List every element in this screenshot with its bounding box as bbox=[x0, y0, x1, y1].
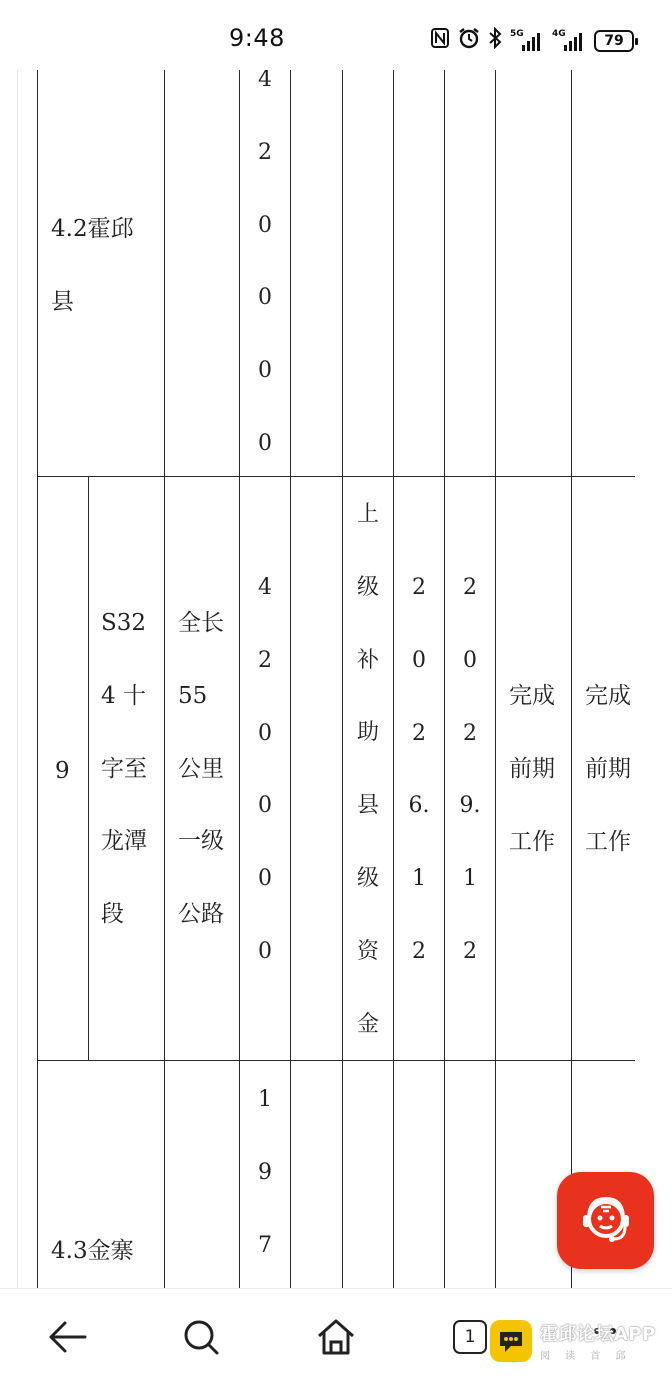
date-char: 1 bbox=[412, 866, 426, 892]
status-time: 9:48 bbox=[229, 24, 285, 52]
document-table bbox=[0, 70, 672, 1288]
row-divider bbox=[37, 476, 635, 477]
signal-4g-label: 4G bbox=[552, 28, 566, 39]
date-char: 2 bbox=[412, 938, 426, 964]
date-char: 2 bbox=[412, 575, 426, 600]
progress-line: 完成 bbox=[509, 683, 555, 709]
alarm-icon bbox=[458, 27, 480, 54]
digit: 1 bbox=[258, 1087, 272, 1112]
digit: 4 bbox=[258, 70, 272, 92]
search-icon bbox=[182, 1318, 220, 1356]
app-text bbox=[540, 1320, 656, 1362]
col-divider bbox=[37, 70, 38, 1288]
project-name-line: S32 bbox=[101, 610, 147, 636]
funding-char: 补 bbox=[356, 647, 379, 673]
app-subtitle: 阅 读 首 邱 bbox=[540, 1351, 632, 1362]
date-char: 0 bbox=[463, 647, 477, 673]
app-badge[interactable] bbox=[490, 1319, 656, 1363]
col-divider bbox=[571, 70, 572, 1288]
app-name: 霍邱论坛APP bbox=[540, 1324, 656, 1345]
progress-line: 工作 bbox=[509, 828, 555, 855]
project-scale-line: 55 bbox=[178, 682, 208, 709]
row-9-amount bbox=[255, 575, 275, 1017]
plan-line: 工作 bbox=[585, 828, 631, 855]
digit: 0 bbox=[258, 793, 272, 819]
back-button[interactable] bbox=[37, 1307, 97, 1367]
project-name-line: 龙潭 bbox=[101, 828, 147, 855]
project-scale-line: 全长 bbox=[178, 610, 224, 636]
funding-char: 金 bbox=[356, 1011, 379, 1037]
section-4-2-label-cont: 县 bbox=[51, 289, 74, 315]
progress-line: 前期 bbox=[509, 755, 555, 782]
section-4-2-amount bbox=[255, 72, 275, 509]
digit: 2 bbox=[258, 647, 272, 673]
robot-assistant-icon bbox=[574, 1189, 638, 1253]
section-4-2-label: 4.2霍邱 bbox=[51, 216, 134, 242]
section-4-3-amount bbox=[255, 1087, 275, 1288]
signal-4g-icon bbox=[552, 29, 586, 53]
col-divider bbox=[88, 476, 89, 1060]
date-char: 2 bbox=[463, 938, 477, 964]
digit: 2 bbox=[258, 139, 272, 165]
digit: 4 bbox=[258, 575, 272, 600]
annual-plan bbox=[585, 683, 631, 906]
col-divider bbox=[164, 70, 165, 1288]
date-char: 6. bbox=[408, 793, 430, 819]
signal-5g-label: 5G bbox=[510, 28, 524, 39]
row-index: 9 bbox=[55, 758, 70, 784]
funding-char: 县 bbox=[356, 793, 379, 819]
funding-source bbox=[355, 502, 381, 1089]
progress-status bbox=[509, 683, 555, 906]
digit: 0 bbox=[258, 866, 272, 892]
project-scale-line: 公路 bbox=[178, 901, 224, 928]
funding-char: 助 bbox=[356, 720, 379, 746]
digit: 0 bbox=[258, 720, 272, 746]
col-divider bbox=[342, 70, 343, 1288]
bluetooth-icon bbox=[488, 27, 502, 54]
project-scale bbox=[178, 610, 224, 979]
start-date bbox=[404, 575, 434, 1017]
col-divider bbox=[495, 70, 496, 1288]
tab-count: 1 bbox=[453, 1320, 487, 1354]
battery-icon bbox=[594, 30, 634, 52]
assistant-button[interactable] bbox=[557, 1172, 654, 1269]
signal-5g-icon bbox=[510, 29, 544, 53]
back-arrow-icon bbox=[47, 1320, 87, 1354]
plan-line: 完成 bbox=[585, 683, 631, 709]
status-bar bbox=[0, 0, 672, 78]
funding-char: 资 bbox=[356, 938, 379, 964]
row-divider bbox=[37, 1060, 635, 1061]
project-scale-line: 一级 bbox=[178, 828, 224, 855]
date-char: 9. bbox=[459, 793, 481, 819]
funding-char: 上 bbox=[356, 502, 379, 527]
project-name-line: 段 bbox=[101, 901, 124, 928]
battery-level: 79 bbox=[604, 32, 624, 49]
col-divider bbox=[444, 70, 445, 1288]
digit: 0 bbox=[258, 285, 272, 311]
end-date bbox=[455, 575, 485, 1017]
project-name bbox=[101, 610, 147, 979]
col-divider bbox=[393, 70, 394, 1288]
digit: 7 bbox=[258, 1232, 272, 1258]
search-button[interactable] bbox=[171, 1307, 231, 1367]
project-name-line: 字至 bbox=[101, 755, 147, 782]
date-char: 2 bbox=[463, 720, 477, 746]
project-scale-line: 公里 bbox=[178, 755, 224, 782]
nfc-icon bbox=[430, 27, 450, 54]
date-char: 1 bbox=[463, 866, 477, 892]
status-icons bbox=[430, 27, 634, 54]
bottom-nav bbox=[0, 1288, 672, 1386]
home-button[interactable] bbox=[306, 1307, 366, 1367]
section-4-3-label: 4.3金寨 bbox=[51, 1238, 134, 1264]
plan-line: 前期 bbox=[585, 755, 631, 782]
page-edge bbox=[17, 70, 18, 1288]
project-name-line: 4 十 bbox=[101, 682, 146, 709]
digit: 0 bbox=[258, 938, 272, 964]
date-char: 2 bbox=[463, 575, 477, 600]
date-char: 2 bbox=[412, 720, 426, 746]
funding-char: 级 bbox=[356, 865, 379, 891]
digit: 9 bbox=[258, 1159, 272, 1185]
col-divider bbox=[290, 70, 291, 1288]
home-icon bbox=[316, 1318, 356, 1356]
digit: 0 bbox=[258, 430, 272, 456]
app-logo bbox=[490, 1320, 532, 1362]
digit: 0 bbox=[258, 358, 272, 384]
funding-char: 级 bbox=[356, 574, 379, 600]
col-divider bbox=[239, 70, 240, 1288]
date-char: 0 bbox=[412, 647, 426, 673]
digit: 0 bbox=[258, 212, 272, 238]
